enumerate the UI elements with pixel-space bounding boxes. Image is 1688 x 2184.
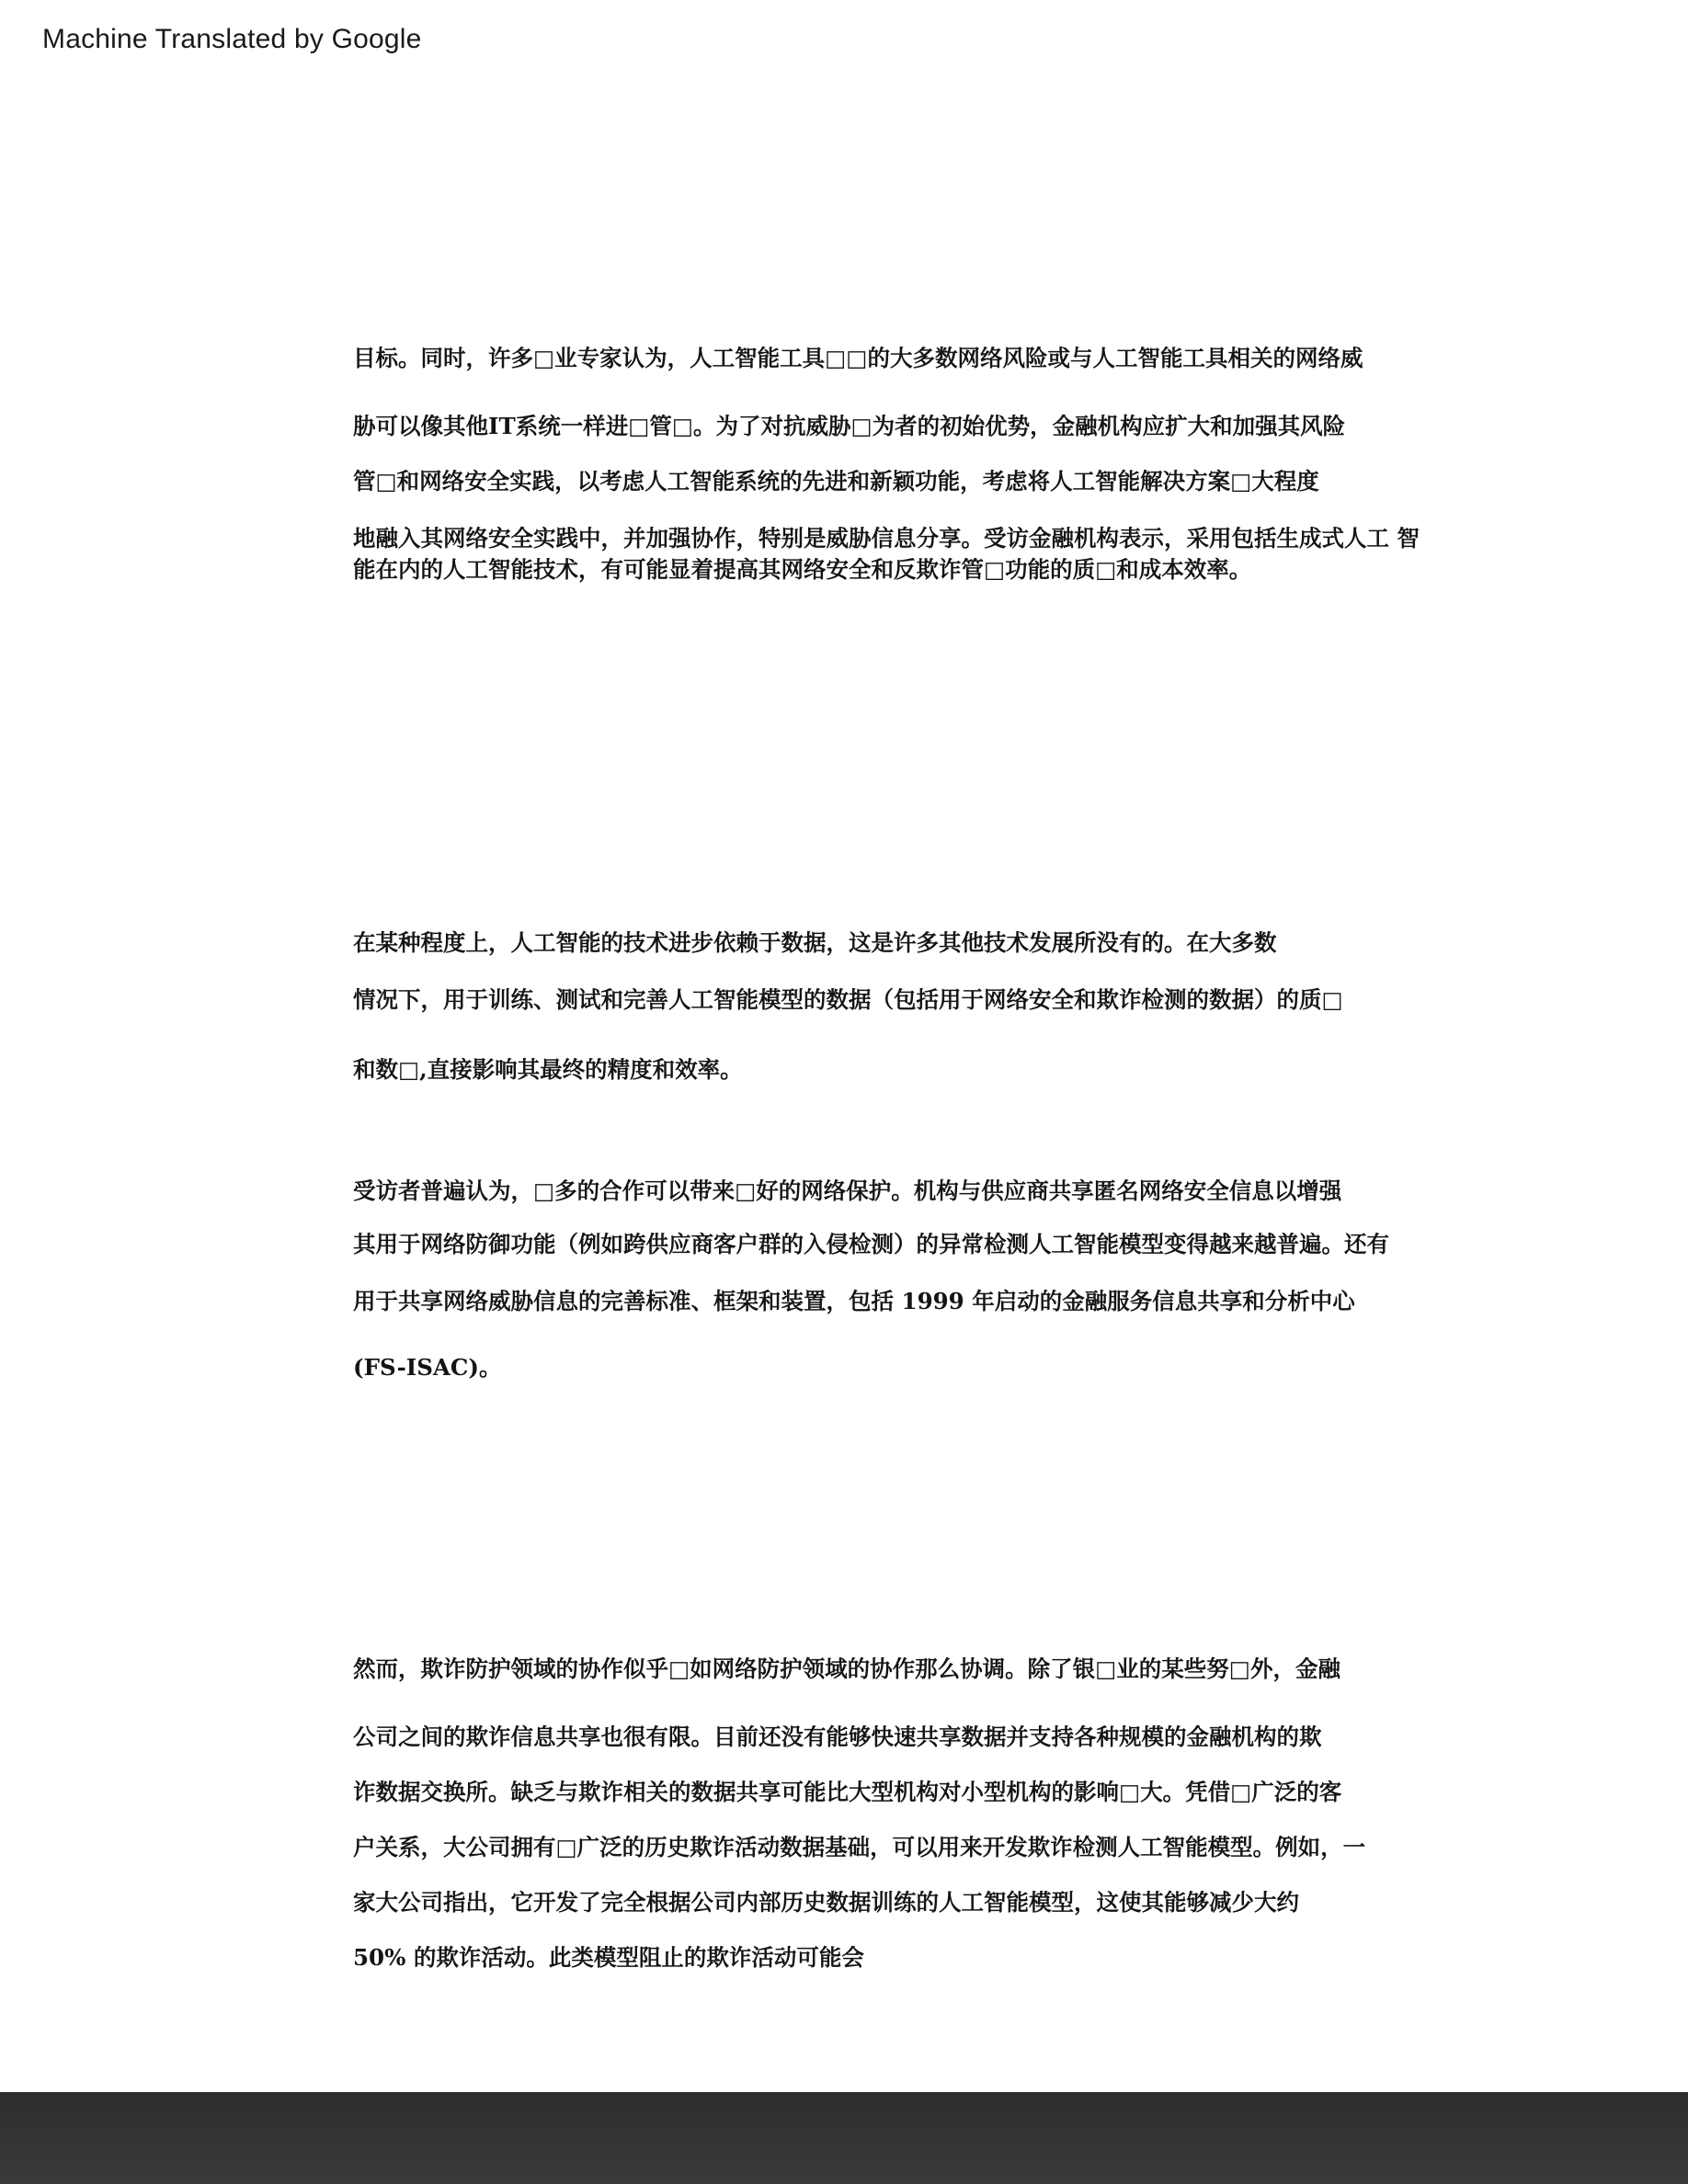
text-line: 在某种程度上，人工智能的技术进步依赖于数据，这是许多其他技术发展所没有的。在大多数 <box>353 929 1277 956</box>
text-line: 情况下，用于训练、测试和完善人工智能模型的数据（包括用于网络安全和欺诈检测的数据）的质□ <box>353 986 1343 1013</box>
text-line: 能在内的人工智能技术，有可能显着提高其网络安全和反欺诈管□功能的质□和成本效率。 <box>353 556 1252 583</box>
text-line: 公司之间的欺诈信息共享也很有限。目前还没有能够快速共享数据并支持各种规模的金融机构的欺 <box>353 1723 1322 1750</box>
text-line: 然而，欺诈防护领域的协作似乎□如网络防护领域的协作那么协调。除了银□业的某些努□外，金融 <box>353 1655 1340 1682</box>
text-line: 家大公司指出，它开发了完全根据公司内部历史数据训练的人工智能模型，这使其能够减少大约 <box>353 1889 1299 1916</box>
text-line: 胁可以像其他IT系统一样进□管□。为了对抗威胁□为者的初始优势，金融机构应扩大和加强其风险 <box>353 413 1346 439</box>
text-line: 目标。同时，许多□业专家认为，人工智能工具□□的大多数网络风险或与人工智能工具相关的网络威 <box>353 345 1363 371</box>
text-line: 50% 的欺诈活动。此类模型阻止的欺诈活动可能会 <box>353 1944 864 1971</box>
text-line: 管□和网络安全实践，以考虑人工智能系统的先进和新颖功能，考虑将人工智能解决方案□大程度 <box>353 468 1319 495</box>
text-line: 其用于网络防御功能（例如跨供应商客户群的入侵检测）的异常检测人工智能模型变得越来越普遍。还有 <box>353 1231 1389 1257</box>
text-line: 户关系，大公司拥有□广泛的历史欺诈活动数据基础，可以用来开发欺诈检测人工智能模型。例如，一 <box>353 1834 1366 1860</box>
text-line: 地融入其网络安全实践中，并加强协作，特别是威胁信息分享。受访金融机构表示，采用包括生成式人工 智 <box>353 525 1420 552</box>
text-line: 用于共享网络威胁信息的完善标准、框架和装置，包括 1999 年启动的金融服务信息共享和分析中心 <box>353 1288 1355 1314</box>
text-line: (FS-ISAC)。 <box>353 1354 502 1381</box>
text-line: 诈数据交换所。缺乏与欺诈相关的数据共享可能比大型机构对小型机构的影响□大。凭借□广泛的客 <box>353 1779 1342 1805</box>
text-line: 和数□,直接影响其最终的精度和效率。 <box>353 1056 743 1083</box>
viewer-footer-bar <box>0 2092 1688 2184</box>
machine-translation-banner: Machine Translated by Google <box>42 24 422 54</box>
text-line: 受访者普遍认为，□多的合作可以带来□好的网络保护。机构与供应商共享匿名网络安全信息以增强 <box>353 1177 1342 1204</box>
